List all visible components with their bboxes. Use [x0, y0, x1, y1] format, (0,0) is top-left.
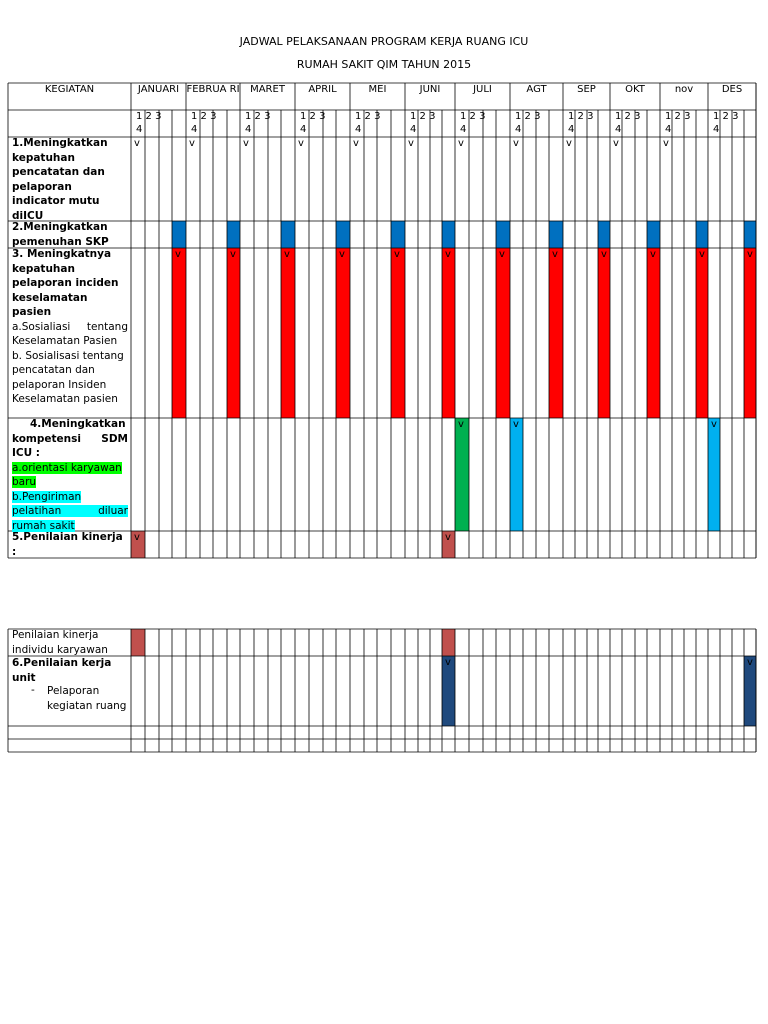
- row4-title: 4.Meningkatkan kompetensi SDM ICU :: [12, 418, 128, 459]
- cell-fill: [391, 248, 405, 418]
- row3-block: [12, 247, 128, 407]
- cell-fill: [336, 248, 350, 418]
- cell-fill: [455, 418, 469, 531]
- cell-fill: [172, 221, 186, 248]
- check-mark: v: [613, 138, 619, 149]
- week-label: 4: [410, 124, 417, 135]
- check-mark: v: [243, 138, 249, 149]
- month-header: JUNI: [419, 84, 441, 95]
- week-label: 1 2 3: [355, 111, 381, 122]
- check-mark: v: [650, 249, 656, 260]
- cell-fill: [281, 248, 295, 418]
- row3-sub-a: a.Sosialiasi tentang Keselamatan Pasien: [12, 320, 128, 347]
- check-mark: v: [189, 138, 195, 149]
- week-label: 4: [300, 124, 307, 135]
- check-mark: v: [134, 138, 140, 149]
- check-mark: v: [408, 138, 414, 149]
- row3-title: 3. Meningkatnya kepatuhan pelaporan inciden keselamatan pasien: [12, 248, 119, 318]
- check-mark: v: [445, 657, 451, 668]
- cell-fill: [647, 248, 660, 418]
- cell-fill: [744, 248, 756, 418]
- cell-fill: [227, 248, 240, 418]
- check-mark: v: [513, 138, 519, 149]
- check-mark: v: [284, 249, 290, 260]
- cell-fill: [442, 629, 455, 656]
- cell-fill: [391, 221, 405, 248]
- check-mark: v: [298, 138, 304, 149]
- cell-fill: [442, 248, 455, 418]
- check-mark: v: [445, 532, 451, 543]
- check-mark: v: [601, 249, 607, 260]
- cell-fill: [598, 248, 610, 418]
- check-mark: v: [747, 657, 753, 668]
- document-subtitle: RUMAH SAKIT QIM TAHUN 2015: [296, 58, 472, 71]
- month-header: MARET: [250, 84, 285, 95]
- cell-fill: [336, 221, 350, 248]
- row4-sub-a: [12, 461, 128, 490]
- check-mark: v: [566, 138, 572, 149]
- check-mark: v: [445, 249, 451, 260]
- cell-fill: [598, 221, 610, 248]
- week-label: 4: [713, 124, 720, 135]
- check-mark: v: [552, 249, 558, 260]
- week-label: 4: [460, 124, 467, 135]
- week-label: 1 2 3: [515, 111, 541, 122]
- week-label: 1 2 3: [136, 111, 162, 122]
- row1-title: 1.Meningkatkan kepatuhan pencatatan dan pelaporan indicator mutu diICU: [12, 137, 108, 222]
- month-header: FEBRUA RI: [186, 84, 240, 95]
- month-header: OKT: [625, 84, 645, 95]
- check-mark: v: [394, 249, 400, 260]
- row4-sub-b: [12, 490, 128, 534]
- row7-dash: -: [31, 684, 35, 696]
- check-mark: v: [499, 249, 505, 260]
- cell-fill: [172, 248, 186, 418]
- row7-sub: Pelaporan kegiatan ruang: [47, 685, 127, 712]
- check-mark: v: [339, 249, 345, 260]
- week-label: 1 2 3: [713, 111, 739, 122]
- week-label: 4: [568, 124, 575, 135]
- row2-title: 2.Meningkatkan pemenuhan SKP: [12, 221, 109, 248]
- check-mark: v: [458, 138, 464, 149]
- cell-fill: [442, 221, 455, 248]
- week-label: 1 2 3: [665, 111, 691, 122]
- cell-fill: [227, 221, 240, 248]
- check-mark: v: [663, 138, 669, 149]
- document-title: JADWAL PELAKSANAAN PROGRAM KERJA RUANG ICU: [239, 35, 529, 48]
- check-mark: v: [513, 419, 519, 430]
- check-mark: v: [175, 249, 181, 260]
- month-header: SEP: [577, 84, 596, 95]
- week-label: 1 2 3: [568, 111, 594, 122]
- check-mark: v: [747, 249, 753, 260]
- cell-fill: [510, 418, 523, 531]
- check-mark: v: [711, 419, 717, 430]
- cell-fill: [496, 221, 510, 248]
- check-mark: v: [353, 138, 359, 149]
- cell-fill: [647, 221, 660, 248]
- month-header: JULI: [473, 84, 492, 95]
- cell-fill: [496, 248, 510, 418]
- cell-fill: [696, 248, 708, 418]
- week-label: 4: [191, 124, 198, 135]
- week-label: 1 2 3: [191, 111, 217, 122]
- kegiatan-header: KEGIATAN: [44, 84, 95, 95]
- month-header: MEI: [368, 84, 387, 95]
- check-mark: v: [699, 249, 705, 260]
- row4-block: [12, 417, 128, 533]
- week-label: 4: [355, 124, 362, 135]
- cell-fill: [549, 221, 563, 248]
- row6-title: Penilaian kinerja individu karyawan: [12, 629, 108, 656]
- week-label: 4: [245, 124, 252, 135]
- cell-fill: [131, 629, 145, 656]
- check-mark: v: [230, 249, 236, 260]
- cell-fill: [744, 221, 756, 248]
- month-header: JANUARI: [137, 84, 180, 95]
- week-label: 1 2 3: [300, 111, 326, 122]
- check-mark: v: [134, 532, 140, 543]
- row5-title: 5.Penilaian kinerja :: [12, 531, 123, 558]
- row3-sub-b: b. Sosialisasi tentang pencatatan dan pelaporan Insiden Keselamatan pasien: [12, 349, 124, 405]
- week-label: 4: [136, 124, 143, 135]
- cell-fill: [708, 418, 720, 531]
- month-header: AGT: [526, 84, 547, 95]
- week-label: 4: [515, 124, 522, 135]
- row7-title: 6.Penilaian kerja unit: [12, 657, 112, 684]
- row4-sub-b-text: b.Pengiriman pelatihan diluar rumah sakit: [12, 490, 128, 532]
- month-header: DES: [721, 84, 743, 95]
- month-header: nov: [674, 84, 694, 95]
- week-label: 1 2 3: [410, 111, 436, 122]
- week-label: 4: [665, 124, 672, 135]
- cell-fill: [696, 221, 708, 248]
- week-label: 1 2 3: [245, 111, 271, 122]
- week-label: 1 2 3: [460, 111, 486, 122]
- cell-fill: [281, 221, 295, 248]
- week-label: 4: [615, 124, 622, 135]
- month-header: APRIL: [308, 84, 337, 95]
- cell-fill: [549, 248, 563, 418]
- row4-sub-a-text: a.orientasi karyawan baru: [12, 461, 122, 488]
- check-mark: v: [458, 419, 464, 430]
- week-label: 1 2 3: [615, 111, 641, 122]
